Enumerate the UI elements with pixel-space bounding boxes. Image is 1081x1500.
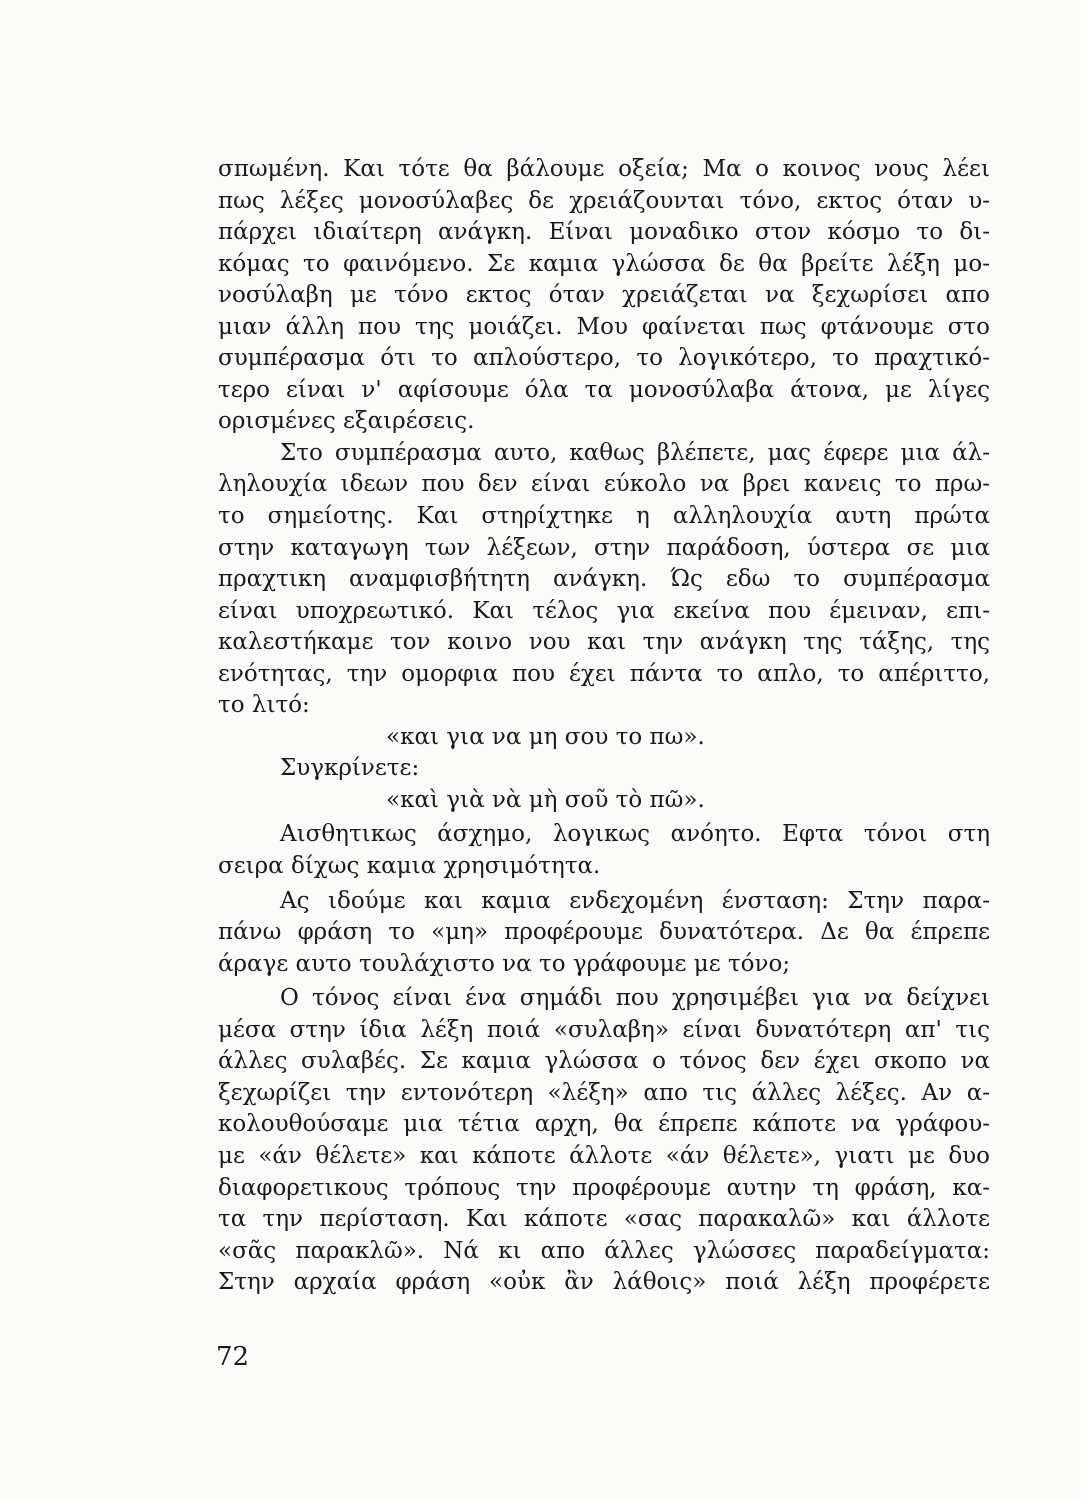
text-line: Αισθητικως άσχημο, λογικως ανόητο. Εφτα τόνοι στη	[280, 821, 990, 848]
page-number: 72	[216, 1342, 250, 1372]
text-line: ληλουχία ιδεων που δεν είναι εύκολο να βρει κανεις το πρω-	[218, 471, 990, 498]
text-line: σπωμένη. Και τότε θα βάλουμε οξεία; Μα ο κοινος νους λέει	[218, 156, 990, 182]
text-line: «καὶ γιὰ νὰ μὴ σοῦ τὸ πῶ».	[386, 786, 705, 813]
text-line: μιαν άλλη που της μοιάζει. Μου φαίνεται πως φτάνουμε στο	[218, 313, 990, 340]
text-line: πραχτικη αναμφισβήτητη ανάγκη. Ώς εδω το συμπέρασμα	[218, 566, 990, 593]
text-line: άραγε αυτο τουλάχιστο να το γράφουμε με τόνο;	[218, 950, 791, 977]
text-line: το λιτό:	[218, 692, 310, 719]
text-line: Στο συμπέρασμα αυτο, καθως βλέπετε, μας έφερε μια άλ-	[280, 439, 990, 466]
text-line: πάνω φράση το «μη» προφέρουμε δυνατότερα. Δε θα έπρεπε	[218, 919, 990, 946]
text-line: το σημείοτης. Και στηρίχτηκε η αλληλουχία αυτη πρώτα	[218, 503, 990, 530]
text-line: συμπέρασμα ότι το απλούστερο, το λογικότερο, το πραχτικό-	[218, 345, 990, 372]
text-line: με «άν θέλετε» και κάποτε άλλοτε «άν θέλετε», γιατι με δυο	[218, 1142, 990, 1169]
body-text	[218, 154, 990, 1299]
text-line: διαφορετικους τρόπους την προφέρουμε αυτην τη φράση, κα-	[218, 1174, 990, 1201]
text-line: άλλες συλαβές. Σε καμια γλώσσα ο τόνος δεν έχει σκοπο να	[218, 1048, 990, 1075]
text-line: κόμας το φαινόμενο. Σε καμια γλώσσα δε θα βρείτε λέξη μο-	[218, 250, 990, 277]
text-line: είναι υποχρεωτικό. Και τέλος για εκείνα που έμειναν, επι-	[218, 597, 990, 624]
text-line: «και για να μη σου το πω».	[386, 723, 705, 750]
text-line: Στην αρχαία φράση «οὐκ ἂν λάθοις» ποιά λέξη προφέρετε	[218, 1269, 990, 1296]
text-line: σειρα δίχως καμια χρησιμότητα.	[218, 853, 601, 880]
text-line: τερο είναι ν' αφίσουμε όλα τα μονοσύλαβα άτονα, με λίγες	[218, 376, 990, 403]
text-line: «σᾶς παρακλῶ». Νά κι απο άλλες γλώσσες παραδείγματα:	[218, 1237, 990, 1264]
text-line: κολουθούσαμε μια τέτια αρχη, θα έπρεπε κάποτε να γράφου-	[218, 1111, 990, 1138]
text-line: πάρχει ιδιαίτερη ανάγκη. Είναι μοναδικο στον κόσμο το δι-	[218, 219, 990, 246]
text-line: πως λέξες μονοσύλαβες δε χρειάζουνται τόνο, εκτος όταν υ-	[218, 187, 990, 214]
text-line: ορισμένες εξαιρέσεις.	[218, 408, 475, 435]
text-line: Ο τόνος είναι ένα σημάδι που χρησιμέβει για να δείχνει	[280, 985, 990, 1012]
text-line: καλεστήκαμε τον κοινο νου και την ανάγκη της τάξης, της	[218, 629, 990, 656]
text-line: Ας ιδούμε και καμια ενδεχομένη ένσταση: Στην παρα-	[280, 887, 990, 914]
text-line: στην καταγωγη των λέξεων, στην παράδοση, ύστερα σε μια	[218, 534, 990, 561]
text-line: Συγκρίνετε:	[280, 755, 420, 782]
text-line: νοσύλαβη με τόνο εκτος όταν χρειάζεται να ξεχωρίσει απο	[218, 282, 990, 309]
text-line: μέσα στην ίδια λέξη ποιά «συλαβη» είναι δυνατότερη απ' τις	[218, 1016, 990, 1043]
text-line: ξεχωρίζει την εντονότερη «λέξη» απο τις άλλες λέξες. Αν α-	[218, 1079, 990, 1106]
text-line: ενότητας, την ομορφια που έχει πάντα το απλο, το απέριττο,	[218, 660, 990, 687]
text-line: τα την περίσταση. Και κάποτε «σας παρακαλῶ» και άλλοτε	[218, 1206, 990, 1233]
